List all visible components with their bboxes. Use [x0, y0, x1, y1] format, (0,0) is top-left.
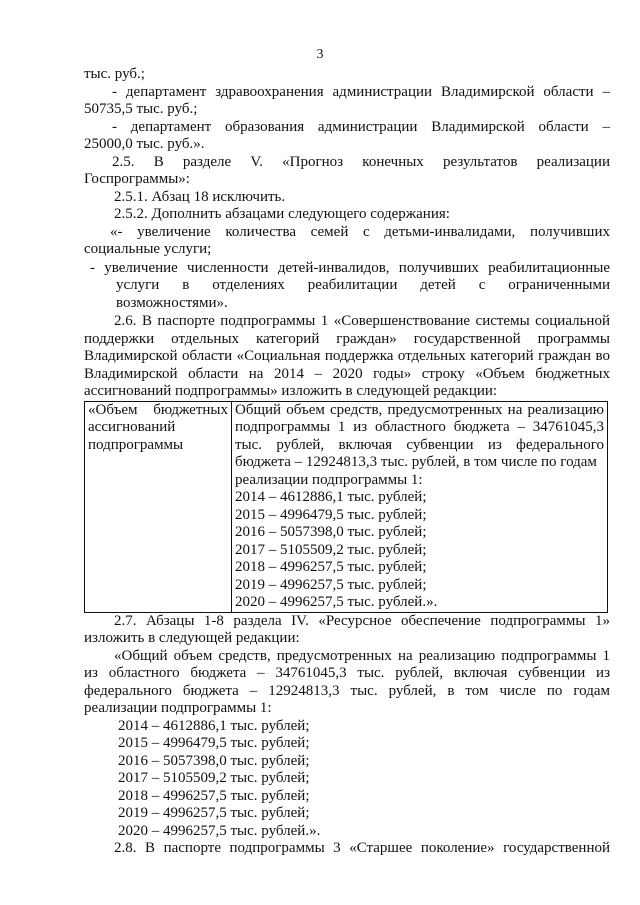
paragraph: 2.6. В паспорте подпрограммы 1 «Совершенствование системы социальной — [114, 313, 610, 329]
cell-text: ассигнований — [88, 419, 176, 435]
paragraph: 2.7. Абзацы 1-8 раздела IV. «Ресурсное обеспечение подпрограммы 1» — [114, 612, 610, 629]
year-line: 2014 – 4612886,1 тыс. рублей; — [118, 717, 310, 734]
cell-text: подпрограммы 1 из областного бюджета – 34761045,3 — [235, 419, 604, 435]
cell-text: бюджета – 12924813,3 тыс. рублей, в том числе по годам — [235, 454, 597, 470]
paragraph: «- увеличение количества семей с детьми-инвалидами, получивших — [110, 223, 610, 240]
year-line: 2015 – 4996479,5 тыс. рублей; — [118, 735, 310, 751]
table-cell-value — [232, 401, 608, 612]
paragraph: - увеличение численности детей-инвалидов, получивших реабилитационные услуги в отделениях реабилитации детей с ограниченными возможностями». — [90, 259, 610, 311]
paragraph: из областного бюджета – 34761045,3 тыс. рублей, включая субвенции из — [84, 665, 610, 681]
paragraph: 2.5.1. Абзац 18 исключить. — [114, 188, 286, 205]
document-body — [84, 66, 610, 858]
year-line: 2018 – 4996257,5 тыс. рублей; — [118, 787, 310, 804]
passport-table — [84, 401, 608, 613]
paragraph: 2.8. В паспорте подпрограммы 3 «Старшее поколение» государственной — [114, 840, 610, 856]
year-line: 2016 – 5057398,0 тыс. рублей; — [235, 524, 427, 540]
paragraph: реализации подпрограммы 1: — [84, 700, 272, 716]
year-line: 2020 – 4996257,5 тыс. рублей.». — [118, 822, 321, 839]
paragraph: тыс. руб.; — [84, 66, 145, 82]
year-line: 2015 – 4996479,5 тыс. рублей; — [235, 506, 427, 523]
year-list — [84, 718, 610, 841]
cell-text: Общий объем средств, предусмотренных на реализацию — [235, 401, 604, 418]
paragraph: «Общий объем средств, предусмотренных на реализацию подпрограммы 1 — [114, 647, 610, 664]
paragraph: Владимирской области на 2014 – 2020 годы» строку «Объем бюджетных — [84, 365, 610, 382]
section-heading: 2.5. В разделе V. «Прогноз конечных результатов реализации — [112, 153, 610, 170]
paragraph: Владимирской области «Социальная поддержка отдельных категорий граждан во — [84, 348, 610, 364]
paragraph: - департамент образования администрации Владимирской области – — [112, 118, 610, 135]
year-line: 2019 – 4996257,5 тыс. рублей; — [235, 576, 427, 593]
table-cell-label — [85, 401, 232, 612]
page-number: 3 — [316, 47, 324, 62]
paragraph: поддержки отдельных категорий граждан» государственной программы — [84, 330, 610, 347]
paragraph: - департамент здравоохранения администрации Владимирской области – — [112, 83, 610, 100]
year-line: 2020 – 4996257,5 тыс. рублей.». — [235, 594, 438, 610]
paragraph: 25000,0 тыс. руб.». — [84, 136, 205, 152]
year-line: 2017 – 5105509,2 тыс. рублей; — [235, 541, 427, 558]
paragraph: федерального бюджета – 12924813,3 тыс. рублей, в том числе по годам — [84, 682, 610, 699]
table-row — [85, 401, 608, 612]
paragraph: социальные услуги; — [84, 241, 212, 257]
year-line: 2019 – 4996257,5 тыс. рублей; — [118, 805, 310, 821]
paragraph: ассигнований подпрограммы» изложить в следующей редакции: — [84, 383, 498, 399]
year-line: 2017 – 5105509,2 тыс. рублей; — [118, 770, 310, 786]
paragraph: 2.5.2. Дополнить абзацами следующего содержания: — [114, 206, 450, 222]
paragraph: 50735,5 тыс. руб.; — [84, 101, 198, 117]
paragraph: изложить в следующей редакции: — [84, 630, 300, 646]
year-line: 2016 – 5057398,0 тыс. рублей; — [118, 752, 310, 769]
year-line: 2014 – 4612886,1 тыс. рублей; — [235, 489, 427, 505]
paragraph: Госпрограммы»: — [84, 171, 190, 187]
cell-text: реализации подпрограммы 1: — [235, 471, 423, 488]
cell-text: тыс. рублей, включая субвенции из федерального — [235, 436, 604, 453]
cell-text: «Объем бюджетных — [88, 401, 228, 418]
cell-text: подпрограммы — [88, 436, 184, 453]
year-line: 2018 – 4996257,5 тыс. рублей; — [235, 559, 427, 575]
